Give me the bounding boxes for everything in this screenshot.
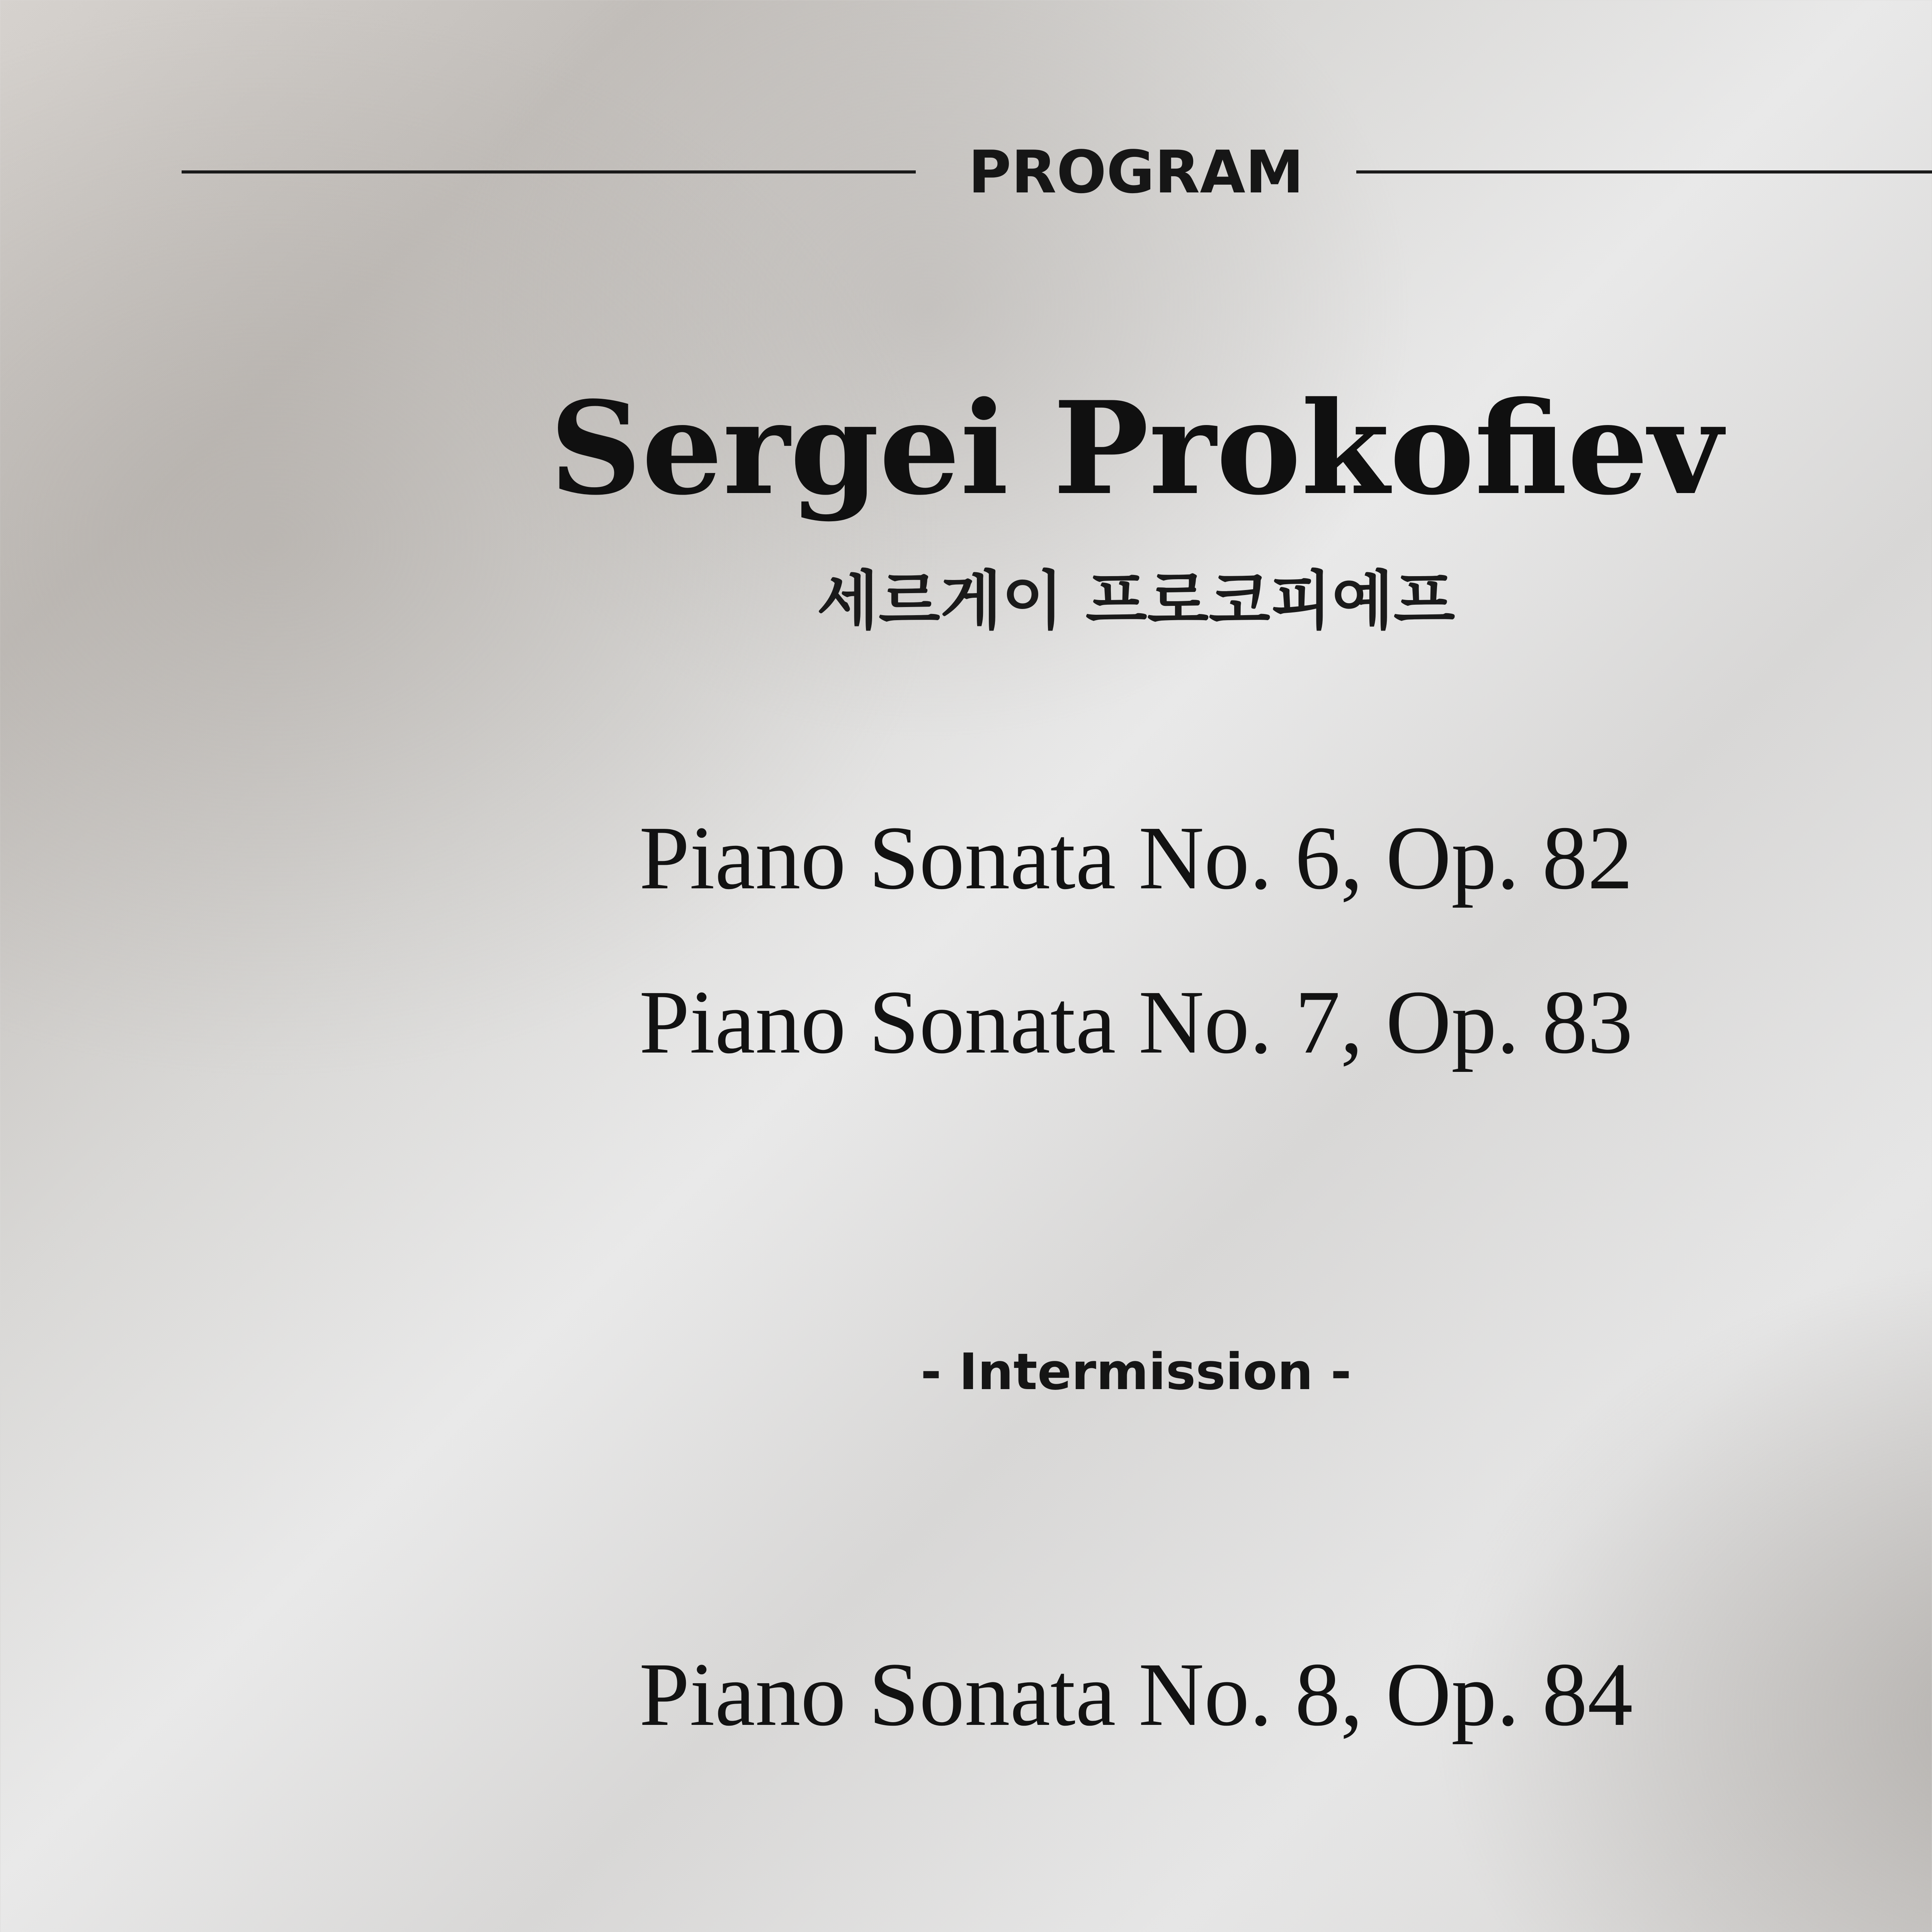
composer-name-english: Sergei Prokofiev [549,373,1723,523]
composer-name-korean: 세르게이 프로코피예프 [817,564,1455,638]
program-header [182,135,1932,209]
left-divider [182,170,916,173]
right-divider [1356,170,1932,173]
program-work: Piano Sonata No. 8, Op. 84 [639,1644,1633,1745]
program-heading: PROGRAM [968,138,1304,206]
program-work: Piano Sonata No. 6, Op. 82 [639,808,1633,908]
intermission-label: - Intermission - [920,1342,1352,1401]
program-work: Piano Sonata No. 7, Op. 83 [639,972,1633,1072]
